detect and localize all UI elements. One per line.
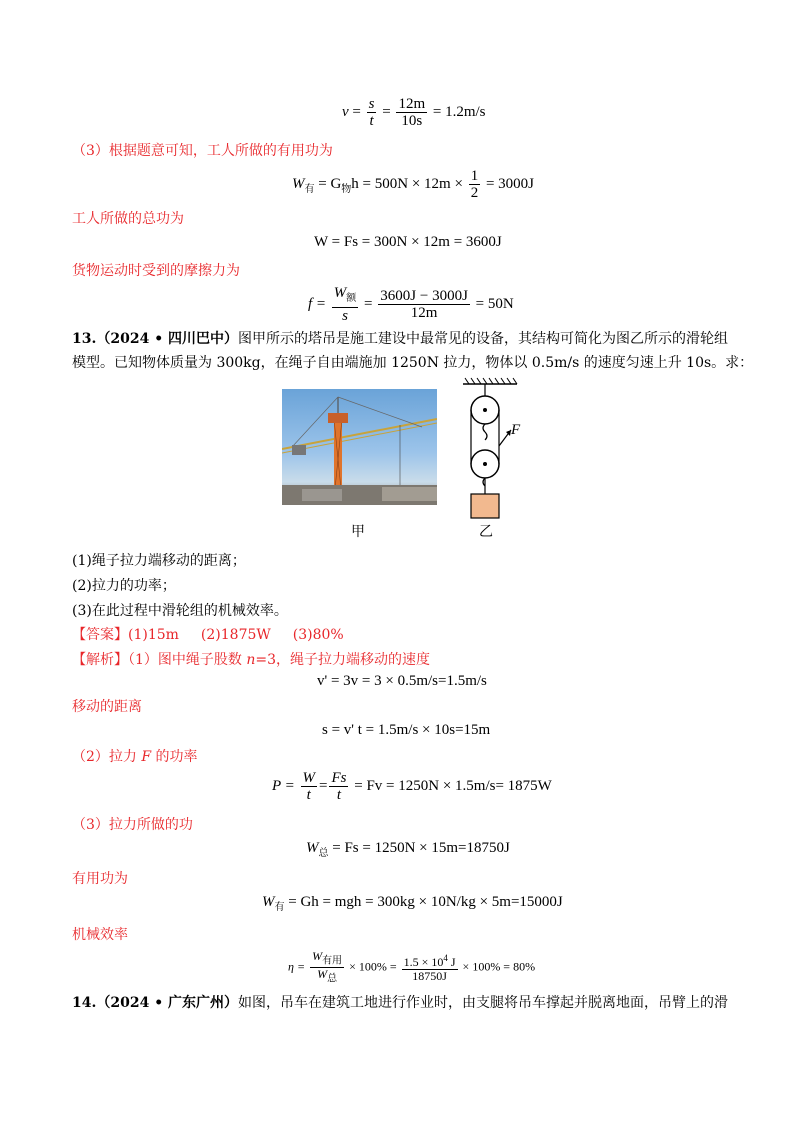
sub-zong: 总 <box>327 973 338 985</box>
part2-text-b: 的功率 <box>151 749 198 765</box>
equation-total-work: W = Fs = 300N × 12m = 3600J <box>314 234 502 250</box>
sub-you: 有 <box>304 183 315 195</box>
figure-label-b: 乙 <box>479 524 493 540</box>
tower-crane-photo <box>282 389 437 505</box>
fraction-wextra-over-s <box>332 285 359 324</box>
friction-label: 货物运动时受到的摩擦力为 <box>72 263 240 279</box>
unit-j: J <box>447 955 456 970</box>
useful-work-label: 有用功为 <box>72 871 128 887</box>
exp-4: 4 <box>443 953 448 964</box>
answer-tag: 【答案】 <box>72 627 128 643</box>
q13-source: （2024 • 四川巴中） <box>96 331 239 347</box>
q13-sub2: (2)拉力的功率； <box>72 578 176 594</box>
equation-distance: s = v' t = 1.5m/s × 10s=15m <box>322 722 491 738</box>
eq-result: = 3000J <box>482 175 534 192</box>
rope-hook <box>483 424 487 440</box>
var-eta: η = <box>288 959 309 974</box>
analysis-text-a: （1）图中绳子股数 <box>128 652 247 668</box>
part3-intro: （3）根据题意可知，工人所做的有用功为 <box>72 143 333 159</box>
frac-num: s <box>368 96 375 112</box>
analysis-line <box>72 651 430 669</box>
frac-num-w: W <box>333 285 347 301</box>
equation-rope-speed: v' = 3v = 3 × 0.5m/s=1.5m/s <box>317 673 487 689</box>
fraction-w-over-t <box>301 770 318 803</box>
answer-3: (3)80% <box>292 627 344 643</box>
sub-zong: 总 <box>318 848 329 859</box>
equation-power: P = $\frac{W}{t}$ = $\frac{Fs}{t}$ = Fv = 1250N × 1.5m/s= 1875W <box>272 770 552 803</box>
frac-num: 1 <box>470 168 479 184</box>
figure-label-a: 甲 <box>351 524 365 540</box>
fraction-one-half <box>469 168 481 201</box>
equation-useful-work-2 <box>262 894 563 913</box>
frac-den-t: t <box>306 787 311 803</box>
frac-den: t <box>369 113 374 129</box>
answer-2: (2)1875W <box>200 627 271 643</box>
frac-num-fs: Fs <box>331 770 347 786</box>
equals-sign: = <box>352 103 361 120</box>
fraction-s-over-t <box>367 96 377 129</box>
crane-illustration <box>282 389 437 505</box>
q14-number: 14. <box>72 995 97 1011</box>
q13-line2: 模型。已知物体质量为 300kg，在绳子自由端施加 1250N 拉力，物体以 0.5m/s 的速度匀速上升 10s。求： <box>72 355 754 371</box>
var-w: W <box>262 894 275 910</box>
q13-text-1: 图甲所示的塔吊是施工建设中最常见的设备，其结构可简化为图乙所示的滑轮组 <box>238 331 729 347</box>
fraction-values <box>402 952 458 983</box>
fraction-wuse-over-wtotal <box>310 950 344 986</box>
analysis-tag: 【解析】 <box>72 652 128 668</box>
frac-den-w: W <box>317 967 328 982</box>
q14-text: 如图，吊车在建筑工地进行作业时，由支腿将吊车撑起并脱离地面，吊臂上的滑 <box>238 995 729 1011</box>
frac-num-12m: 12m <box>398 96 426 112</box>
frac-den-s: s <box>342 308 348 324</box>
pulley-diagram <box>455 376 530 526</box>
q13-number: 13. <box>72 331 97 347</box>
eta-mid: × 100% = <box>346 959 400 974</box>
analysis-n: n <box>246 652 256 668</box>
analysis-text-b: =3，绳子拉力端移动的速度 <box>255 652 431 668</box>
equation-useful-work <box>292 168 534 201</box>
q13-line1 <box>72 330 728 348</box>
part2-label <box>72 748 198 766</box>
sub-youyong: 有用 <box>322 955 343 967</box>
frac-num-w: W <box>302 770 316 786</box>
frac-num-w: W <box>312 949 323 963</box>
equation-speed: v = $\frac{s}{t}$ = $\frac{12m}{10s}$ = 1.2m/s <box>342 96 486 129</box>
fraction-work-diff <box>378 288 470 321</box>
force-label <box>511 422 520 439</box>
total-work-label: 工人所做的总功为 <box>72 211 184 227</box>
eta-result: × 100% = 80% <box>459 959 536 974</box>
q14-source: （2024 • 广东广州） <box>96 995 239 1011</box>
eq-rest: h = 500N × 12m × <box>351 175 467 192</box>
frac-den-12m: 12m <box>410 305 438 321</box>
frac-num-diff: 3600J − 3000J <box>380 288 468 304</box>
answer-line <box>72 626 344 644</box>
load-block <box>471 494 499 518</box>
part2-text-a: （2）拉力 <box>72 749 142 765</box>
ceiling <box>463 378 517 384</box>
equation-friction: f = $\frac{W_额}{s}$ = $\frac{3600J - 3000J}{12m}$ = 50N <box>308 285 514 324</box>
part3-label: （3）拉力所做的功 <box>72 817 193 833</box>
move-distance-label: 移动的距离 <box>72 699 142 715</box>
sub-you: 有 <box>274 902 285 913</box>
q14-line1 <box>72 994 728 1012</box>
part2-f: F <box>141 749 152 765</box>
equation-total-work-2 <box>306 840 510 859</box>
sub-e: 额 <box>346 293 357 304</box>
frac-den: 2 <box>470 185 479 201</box>
equation-efficiency <box>288 950 535 986</box>
sub-wu: 物 <box>341 183 352 195</box>
frac-num-value: 1.5 × 10 <box>403 955 444 970</box>
var-w: W <box>292 175 305 192</box>
efficiency-label: 机械效率 <box>72 927 128 943</box>
friction-result: = 50N <box>471 295 514 312</box>
useful-work-rest: = Gh = mgh = 300kg × 10N/kg × 5m=15000J <box>284 894 563 910</box>
var-p: P = <box>272 777 299 794</box>
var-f: f = <box>308 295 330 312</box>
force-f: F <box>511 422 521 438</box>
total-work-rest: = Fs = 1250N × 15m=18750J <box>328 840 510 856</box>
speed-result: = 1.2m/s <box>432 103 486 120</box>
q13-sub3: (3)在此过程中滑轮组的机械效率。 <box>72 603 288 619</box>
fraction-fs-over-t <box>329 770 348 803</box>
q13-sub1: (1)绳子拉力端移动的距离； <box>72 553 246 569</box>
var-w: W <box>306 840 319 856</box>
frac-den-10s: 10s <box>401 113 423 129</box>
frac-den-value: 18750J <box>412 969 447 984</box>
power-result: = Fv = 1250N × 1.5m/s= 1875W <box>350 777 552 794</box>
fraction-12m-over-10s <box>396 96 427 129</box>
eq-mid: = G <box>314 175 342 192</box>
answer-1: (1)15m <box>128 627 179 643</box>
var-v: v <box>342 103 349 120</box>
frac-den-t2: t <box>336 787 342 803</box>
